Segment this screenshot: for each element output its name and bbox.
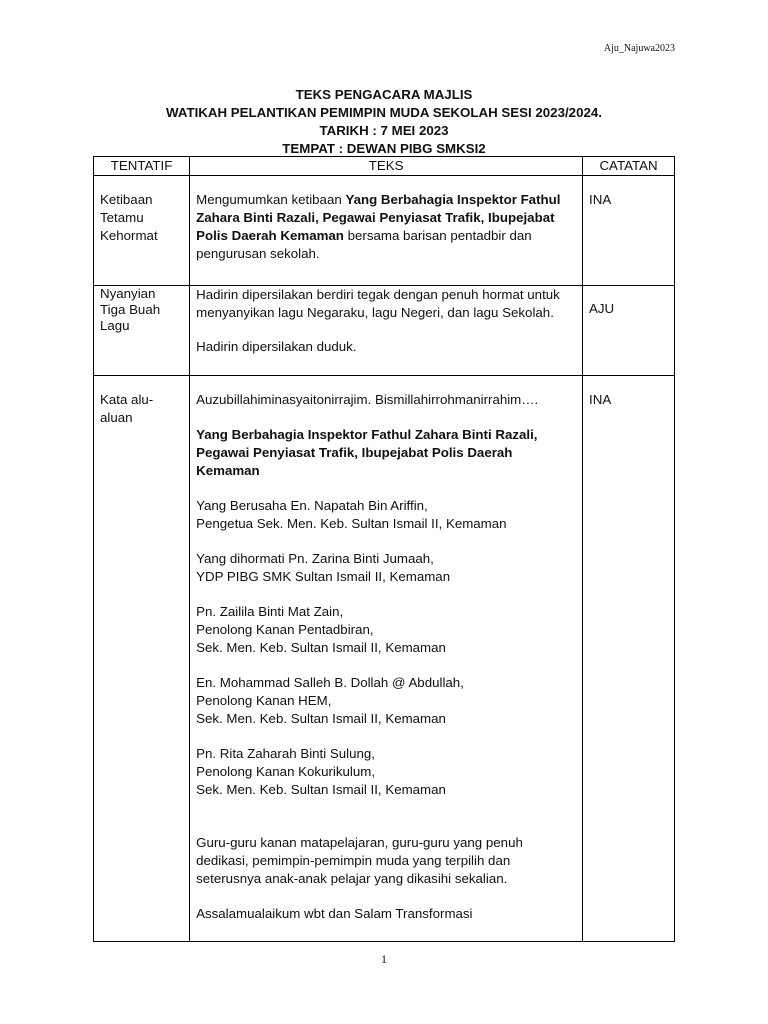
tentatif-cell <box>94 176 190 286</box>
title-line-2: WATIKAH PELANTIKAN PEMIMPIN MUDA SEKOLAH SESI 2023/2024. <box>166 105 602 120</box>
title-line-3: TARIKH : 7 MEI 2023 <box>319 123 449 138</box>
table-row-kata-aluan <box>94 376 675 942</box>
teks-cell <box>190 176 583 286</box>
programme-table <box>93 156 675 942</box>
table-header-row <box>94 157 675 176</box>
anthem-instruction: Hadirin dipersilakan berdiri tegak dengan penuh hormat untuk menyanyikan lagu Negaraku, lagu Negeri, dan lagu Sekolah. <box>196 287 560 320</box>
salutation-block <box>196 603 576 657</box>
salutation-line: Yang Berusaha En. Napatah Bin Ariffin, <box>196 498 428 513</box>
salutation-line: Pengetua Sek. Men. Keb. Sultan Ismail II, Kemaman <box>196 516 507 531</box>
salutation-block <box>196 497 576 533</box>
catatan-cell: AJU <box>583 286 675 376</box>
announcement-text: Mengumumkan ketibaan <box>196 192 346 207</box>
salutation-block <box>196 550 576 586</box>
sit-instruction: Hadirin dipersilakan duduk. <box>196 339 357 354</box>
teks-cell <box>190 376 583 942</box>
header-tentatif: TENTATIF <box>94 157 190 176</box>
salutation-line: Pn. Rita Zaharah Binti Sulung, <box>196 746 375 761</box>
greeting: Assalamualaikum wbt dan Salam Transformasi <box>196 906 473 921</box>
tentatif-cell <box>94 376 190 942</box>
salutation-line: En. Mohammad Salleh B. Dollah @ Abdullah, <box>196 675 464 690</box>
tentatif-line: Tiga Buah <box>100 302 161 317</box>
catatan-cell: INA <box>583 376 675 942</box>
title-line-4: TEMPAT : DEWAN PIBG SMKSI2 <box>282 141 486 156</box>
header-note: Aju_Najuwa2023 <box>603 43 675 54</box>
salutation-line: Penolong Kanan Kokurikulum, <box>196 764 376 779</box>
salutation-block <box>196 745 576 799</box>
teachers-and-students-salutation: Guru-guru kanan matapelajaran, guru-guru yang penuh dedikasi, pemimpin-pemimpin muda yang terpilih dan seterusnya anak-anak pelajar yang dikasihi sekalian. <box>196 835 523 886</box>
guest-of-honour: Yang Berbahagia Inspektor Fathul Zahara Binti Razali, Pegawai Penyiasat Trafik, Ibupejabat Polis Daerah Kemaman <box>196 427 538 478</box>
arrival-announcement <box>196 191 576 263</box>
salutation-line: Penolong Kanan Pentadbiran, <box>196 622 374 637</box>
announcement-text-end: bersama barisan pentadbir dan pengurusan sekolah. <box>196 228 532 261</box>
salutation-line: Sek. Men. Keb. Sultan Ismail II, Kemaman <box>196 640 446 655</box>
table-row-ketibaan <box>94 176 675 286</box>
guest-of-honour: Yang Berbahagia Inspektor Fathul Zahara Binti Razali, Pegawai Penyiasat Trafik, Ibupejabat Polis Daerah Kemaman <box>196 192 561 243</box>
table-row-nyanyian <box>94 286 675 376</box>
page-number: 1 <box>381 952 387 966</box>
tentatif-line: Nyanyian <box>100 286 156 301</box>
header-catatan: CATATAN <box>583 157 675 176</box>
salutation-line: YDP PIBG SMK Sultan Ismail II, Kemaman <box>196 569 451 584</box>
salutation-line: Penolong Kanan HEM, <box>196 693 332 708</box>
salutation-block <box>196 674 576 728</box>
header-teks: TEKS <box>190 157 583 176</box>
salutation-line: Pn. Zailila Binti Mat Zain, <box>196 604 344 619</box>
guest-salutation <box>196 426 576 480</box>
catatan-cell: INA <box>583 176 675 286</box>
tentatif-line: aluan <box>100 410 133 425</box>
tentatif-line: Kehormat <box>100 228 158 243</box>
tentatif-line: Tetamu <box>100 210 144 225</box>
tentatif-line: Kata alu- <box>100 392 154 407</box>
salutation-line: Sek. Men. Keb. Sultan Ismail II, Kemaman <box>196 782 446 797</box>
document-title <box>0 86 768 158</box>
salutation-line: Yang dihormati Pn. Zarina Binti Jumaah, <box>196 551 434 566</box>
tentatif-line: Lagu <box>100 318 130 333</box>
title-line-1: TEKS PENGACARA MAJLIS <box>295 87 473 102</box>
salutation-line: Sek. Men. Keb. Sultan Ismail II, Kemaman <box>196 711 446 726</box>
teks-cell <box>190 286 583 376</box>
tentatif-line: Ketibaan <box>100 192 153 207</box>
tentatif-cell <box>94 286 190 376</box>
opening-prayer: Auzubillahiminasyaitonirrajim. Bismillahirrohmanirrahim…. <box>196 392 539 407</box>
